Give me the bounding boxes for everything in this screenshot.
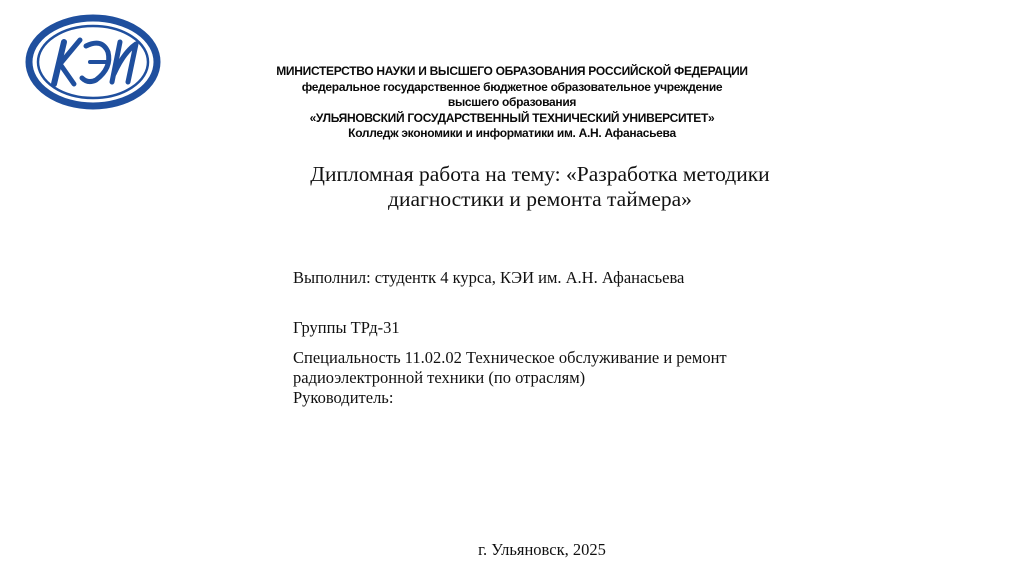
institution-type-line: федеральное государственное бюджетное образовательное учреждение [301,79,723,94]
specialty-line-1: Специальность 11.02.02 Техническое обслуживание и ремонт [293,348,727,367]
thesis-details [293,268,993,408]
institution-header [0,64,1024,142]
college-name-line: Колледж экономики и информатики им. А.Н. Афанасьева [348,126,676,140]
thesis-title-line-1: Дипломная работа на тему: «Разработка методики [310,162,770,186]
university-name-line: «УЛЬЯНОВСКИЙ ГОСУДАРСТВЕННЫЙ ТЕХНИЧЕСКИЙ УНИВЕРСИТЕТ» [309,110,715,125]
supervisor-line: Руководитель: [293,388,394,407]
city-year: г. Ульяновск, 2025 [478,540,606,559]
thesis-title [140,162,940,212]
group-line: Группы ТРд-31 [293,318,400,337]
author-line: Выполнил: студентк 4 курса, КЭИ им. А.Н. Афанасьева [293,268,685,287]
ministry-line: МИНИСТЕРСТВО НАУКИ И ВЫСШЕГО ОБРАЗОВАНИЯ РОССИЙСКОЙ ФЕДЕРАЦИИ [276,64,748,78]
specialty-line-2: радиоэлектронной техники (по отраслям) [293,368,586,387]
thesis-title-line-2: диагностики и ремонта таймера» [388,187,692,211]
education-level-line: высшего образования [447,95,577,109]
